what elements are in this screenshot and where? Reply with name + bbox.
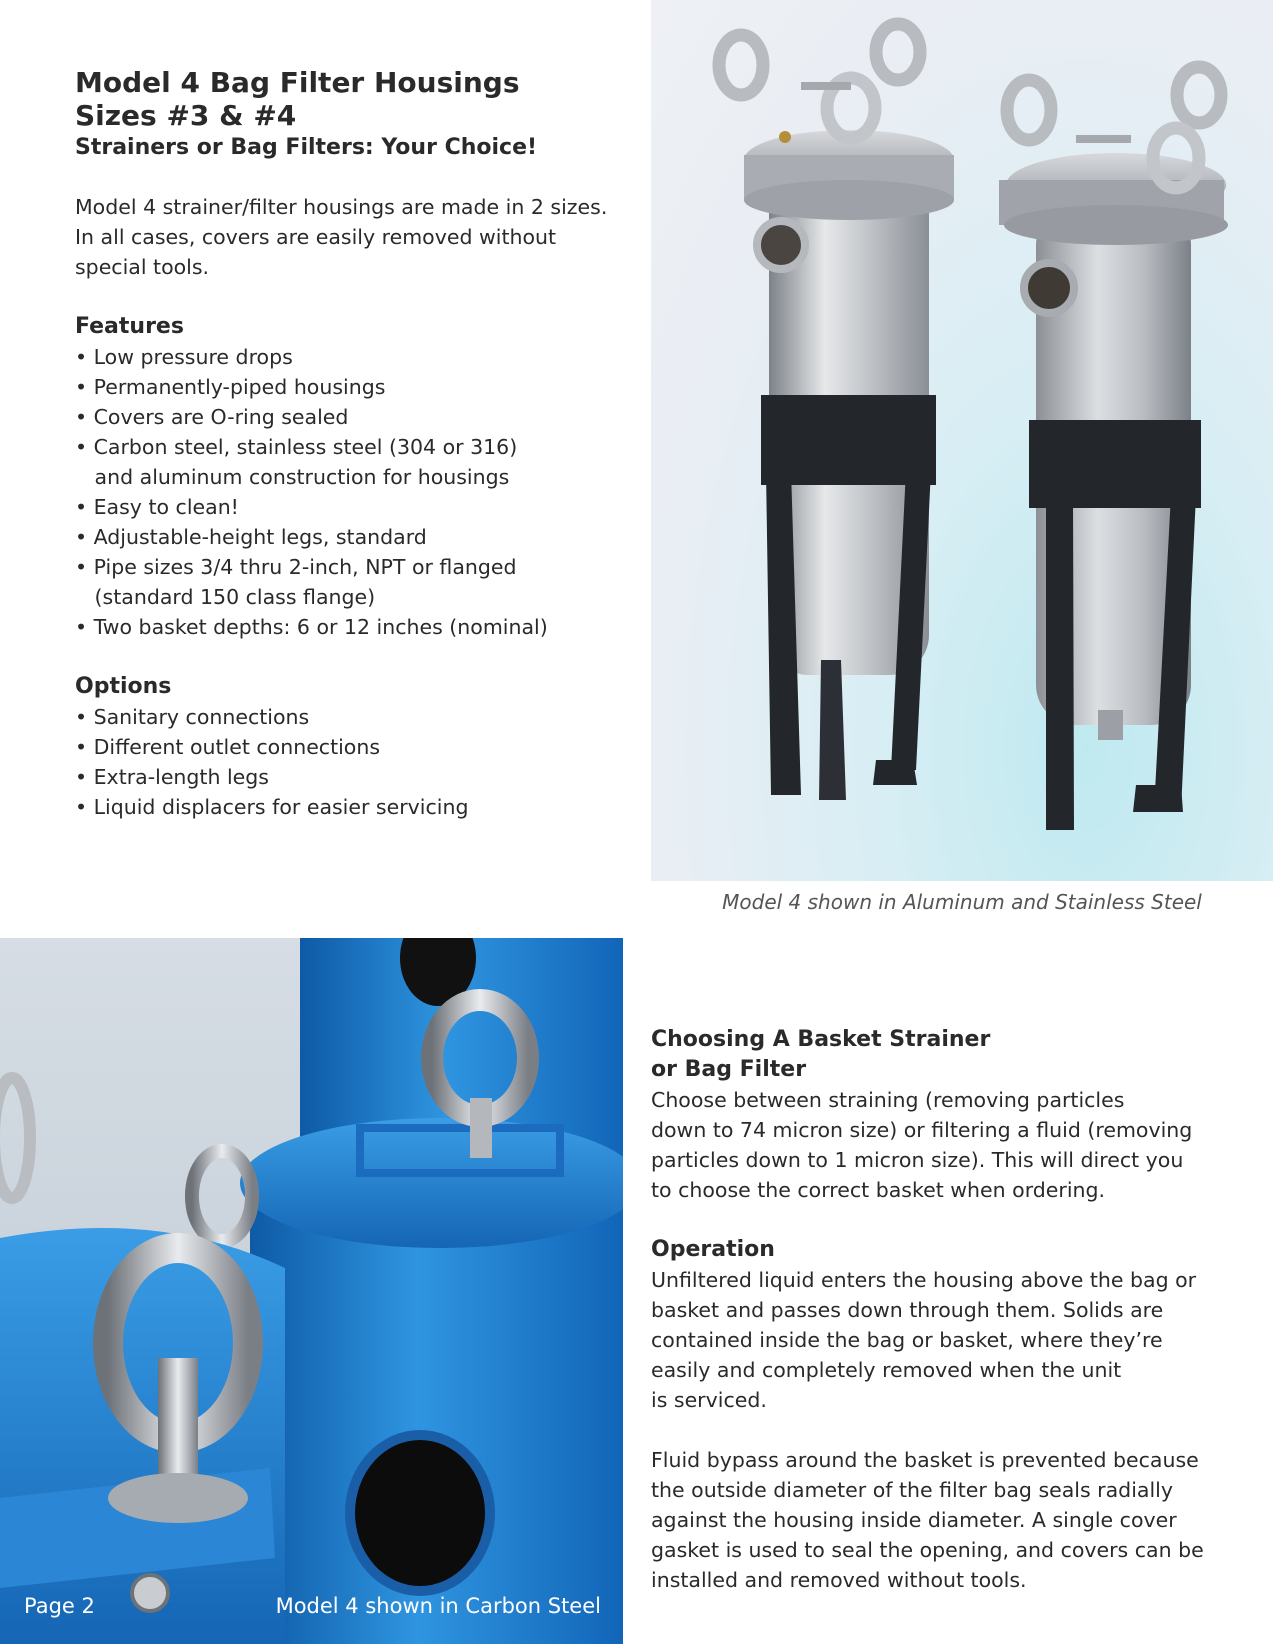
page-number: Page 2 xyxy=(24,1594,95,1618)
aluminum-housing xyxy=(719,24,954,800)
option-item: • Different outlet connections xyxy=(75,735,381,759)
operation-line: basket and passes down through them. Solids are xyxy=(651,1298,1164,1322)
operation-paragraph-2 xyxy=(651,1445,1211,1595)
choosing-heading-line: Choosing A Basket Strainer xyxy=(651,1027,991,1052)
operation-line: is serviced. xyxy=(651,1388,767,1412)
operation-line: easily and completely removed when the unit xyxy=(651,1358,1122,1382)
title-line-1: Model 4 Bag Filter Housings xyxy=(75,66,520,99)
options-heading: Options xyxy=(75,674,172,699)
filter-housings-illustration xyxy=(651,0,1273,881)
intro-line: special tools. xyxy=(75,255,210,279)
features-heading: Features xyxy=(75,314,184,339)
top-photo-caption: Model 4 shown in Aluminum and Stainless Steel xyxy=(722,890,1202,914)
stainless-housing xyxy=(999,67,1228,830)
operation-line: the outside diameter of the filter bag seals radially xyxy=(651,1478,1173,1502)
operation-line: installed and removed without tools. xyxy=(651,1568,1027,1592)
product-photo-carbon-steel xyxy=(0,938,623,1644)
choosing-line: down to 74 micron size) or filtering a fluid (removing xyxy=(651,1118,1193,1142)
option-item: • Extra-length legs xyxy=(75,765,269,789)
feature-item: • Easy to clean! xyxy=(75,495,239,519)
features-list xyxy=(75,342,635,642)
operation-line: contained inside the bag or basket, where they’re xyxy=(651,1328,1163,1352)
bottom-photo-caption: Model 4 shown in Carbon Steel xyxy=(275,1594,601,1618)
feature-item: (standard 150 class flange) xyxy=(75,585,376,609)
option-item: • Liquid displacers for easier servicing xyxy=(75,795,469,819)
operation-line: Unfiltered liquid enters the housing above the bag or xyxy=(651,1268,1197,1292)
feature-item: • Covers are O-ring sealed xyxy=(75,405,349,429)
operation-line: gasket is used to seal the opening, and covers can be xyxy=(651,1538,1204,1562)
choosing-line: particles down to 1 micron size). This will direct you xyxy=(651,1148,1184,1172)
feature-item: • Two basket depths: 6 or 12 inches (nominal) xyxy=(75,615,548,639)
option-item: • Sanitary connections xyxy=(75,705,310,729)
operation-heading: Operation xyxy=(651,1237,775,1262)
carbon-steel-housing-illustration xyxy=(0,938,623,1644)
product-photo-aluminum-stainless xyxy=(651,0,1273,881)
choosing-heading xyxy=(651,1025,1211,1085)
choosing-line: Choose between straining (removing particles xyxy=(651,1088,1125,1112)
blue-housing-lid xyxy=(240,1118,623,1248)
intro-paragraph xyxy=(75,192,635,282)
operation-line: Fluid bypass around the basket is prevented because xyxy=(651,1448,1199,1472)
choosing-paragraph xyxy=(651,1085,1211,1205)
feature-item: • Pipe sizes 3/4 thru 2-inch, NPT or flanged xyxy=(75,555,517,579)
feature-item: • Permanently-piped housings xyxy=(75,375,386,399)
options-list xyxy=(75,702,635,822)
intro-line: In all cases, covers are easily removed without xyxy=(75,225,557,249)
page-subtitle: Strainers or Bag Filters: Your Choice! xyxy=(75,135,538,160)
choosing-and-operation xyxy=(651,1025,1211,1595)
choosing-line: to choose the correct basket when ordering. xyxy=(651,1178,1106,1202)
title-line-2: Sizes #3 & #4 xyxy=(75,99,297,132)
intro-line: Model 4 strainer/filter housings are made in 2 sizes. xyxy=(75,195,608,219)
product-intro xyxy=(75,66,635,822)
page-title xyxy=(75,66,635,132)
feature-item: • Low pressure drops xyxy=(75,345,293,369)
feature-item: • Adjustable-height legs, standard xyxy=(75,525,427,549)
operation-line: against the housing inside diameter. A single cover xyxy=(651,1508,1177,1532)
feature-item: and aluminum construction for housings xyxy=(75,465,510,489)
choosing-heading-line: or Bag Filter xyxy=(651,1057,807,1082)
feature-item: • Carbon steel, stainless steel (304 or 316) xyxy=(75,435,518,459)
operation-paragraph-1 xyxy=(651,1265,1211,1415)
